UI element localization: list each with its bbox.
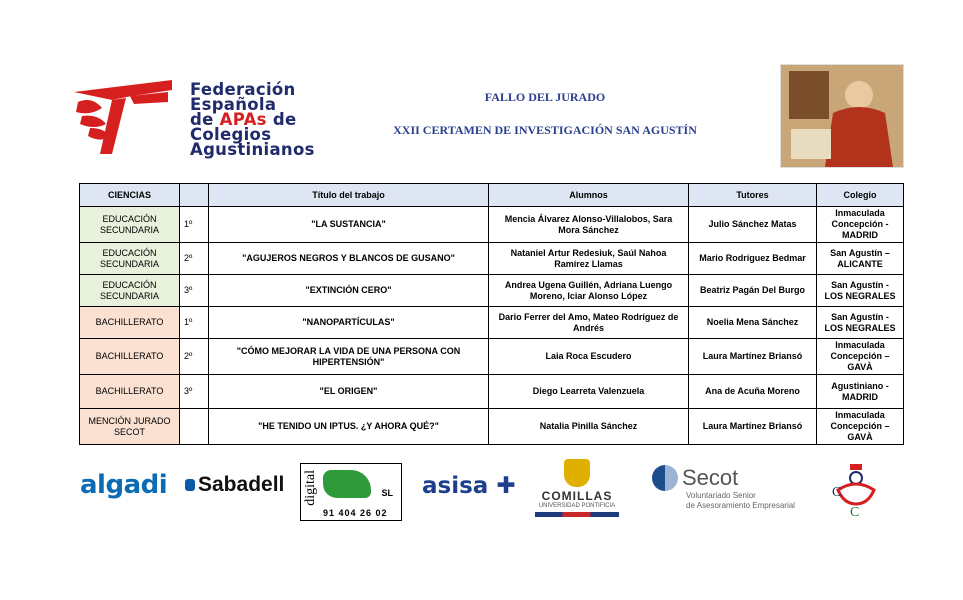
cell-students: Andrea Ugena Guillén, Adriana Luengo Moreno, Iciar Alonso López [489,275,689,307]
cbc-logo [828,460,884,518]
asisa-logo-text: asisa [422,473,489,499]
sabadell-logo [185,473,284,497]
algadi-logo-text: algadi [80,470,168,500]
cell-tutor: Julio Sánchez Matas [689,207,817,243]
cell-tutor: Mario Rodríguez Bedmar [689,243,817,275]
cell-students: Diego Learreta Valenzuela [489,375,689,409]
asisa-logo [422,473,516,499]
header-school: Colegio [817,184,904,207]
svg-text:C: C [832,485,842,500]
cell-tutor: Laura Martínez Briansó [689,409,817,445]
cell-school: San Agustín – ALICANTE [817,243,904,275]
table-header-row [80,184,904,207]
table-row [80,409,904,445]
cell-position [180,409,209,445]
cell-title: "CÓMO MEJORAR LA VIDA DE UNA PERSONA CON HIPERTENSIÓN" [209,339,489,375]
table-row [80,207,904,243]
cell-title: "EL ORIGEN" [209,375,489,409]
cell-category: MENCIÓN JURADO SECOT [80,409,180,445]
cell-category: BACHILLERATO [80,375,180,409]
comillas-crest-icon [564,459,590,487]
sponsors-bar [0,455,963,525]
header-title: Título del trabajo [209,184,489,207]
federation-emblem-icon [72,72,192,162]
cell-tutor: Ana de Acuña Moreno [689,375,817,409]
document-header [360,90,730,138]
digital-sl-text: SL [381,488,393,498]
cell-school: San Agustín - LOS NEGRALES [817,275,904,307]
cell-position: 1º [180,307,209,339]
cell-position: 3º [180,375,209,409]
cell-school: Inmaculada Concepción – GAVÀ [817,409,904,445]
header-tutors: Tutores [689,184,817,207]
cell-position: 1º [180,207,209,243]
secot-subtext-1: Voluntariado Senior [686,491,756,500]
page-title: FALLO DEL JURADO [484,90,606,104]
cell-school: Agustiniano - MADRID [817,375,904,409]
cell-students: Nataniel Artur Redesiuk, Saúl Nahoa Ramírez Llamas [489,243,689,275]
plus-icon: ✚ [488,473,516,499]
cell-students: Laia Roca Escudero [489,339,689,375]
cell-title: "LA SUSTANCIA" [209,207,489,243]
cell-students: Dario Ferrer del Amo, Mateo Rodríguez de Andrés [489,307,689,339]
federation-name-line3-post: de [266,110,297,129]
table-row [80,339,904,375]
comillas-flag-bar [535,512,619,517]
cell-category: BACHILLERATO [80,339,180,375]
comillas-logo-text: COMILLAS [541,489,613,503]
digital-phone-text: 91 404 26 02 [323,508,388,518]
cell-school: San Agustín - LOS NEGRALES [817,307,904,339]
cell-students: Mencia Álvarez Alonso-Villalobos, Sara Mora Sánchez [489,207,689,243]
header-category: CIENCIAS [80,184,180,207]
federation-name-line5: Agustinianos [190,140,315,159]
table-row [80,375,904,409]
cell-category: BACHILLERATO [80,307,180,339]
cell-position: 2º [180,339,209,375]
saint-augustine-painting [780,64,904,168]
digital-vertical-text: digital [303,470,318,506]
algadi-logo [80,470,167,500]
cell-tutor: Laura Martínez Briansó [689,339,817,375]
svg-text:C: C [850,505,860,518]
cell-title: "EXTINCIÓN CERO" [209,275,489,307]
table-row [80,243,904,275]
cell-students: Natalia Pinilla Sánchez [489,409,689,445]
secot-subtext-2: de Asesoramiento Empresarial [686,501,795,510]
cell-position: 2º [180,243,209,275]
cell-category: EDUCACIÓN SECUNDARIA [80,243,180,275]
cell-tutor: Noelia Mena Sánchez [689,307,817,339]
cell-school: Inmaculada Concepción – GAVÀ [817,339,904,375]
results-table [79,183,904,445]
federation-name-apas: APAs [219,110,267,129]
digital-logo [300,463,402,521]
secot-circle-icon [652,465,678,491]
cell-title: "AGUJEROS NEGROS Y BLANCOS DE GUSANO" [209,243,489,275]
header-position [180,184,209,207]
cell-school: Inmaculada Concepción - MADRID [817,207,904,243]
cell-category: EDUCACIÓN SECUNDARIA [80,207,180,243]
cell-title: "NANOPARTÍCULAS" [209,307,489,339]
table-row [80,307,904,339]
cell-position: 3º [180,275,209,307]
secot-logo-text: Secot [682,465,739,490]
crocodile-icon [323,470,371,498]
sabadell-logo-text: Sabadell [198,473,285,496]
sabadell-mark-icon [185,479,195,491]
cell-tutor: Beatriz Pagán Del Burgo [689,275,817,307]
federation-name-line3-pre: de [190,110,220,129]
cell-category: EDUCACIÓN SECUNDARIA [80,275,180,307]
federation-logo [72,70,362,160]
cell-title: "HE TENIDO UN IPTUS. ¿Y AHORA QUÉ?" [209,409,489,445]
table-row [80,275,904,307]
page-subtitle: XXII CERTAMEN DE INVESTIGACIÓN SAN AGUSTÍN [393,123,697,137]
comillas-logo [535,459,619,517]
federation-name-line2: Española [190,95,277,114]
comillas-logo-subtext: UNIVERSIDAD PONTIFICIA [538,503,616,509]
federation-name-line1: Federación [190,80,296,99]
header-students: Alumnos [489,184,689,207]
secot-logo [652,465,795,511]
federation-name-line4: Colegios [190,125,272,144]
